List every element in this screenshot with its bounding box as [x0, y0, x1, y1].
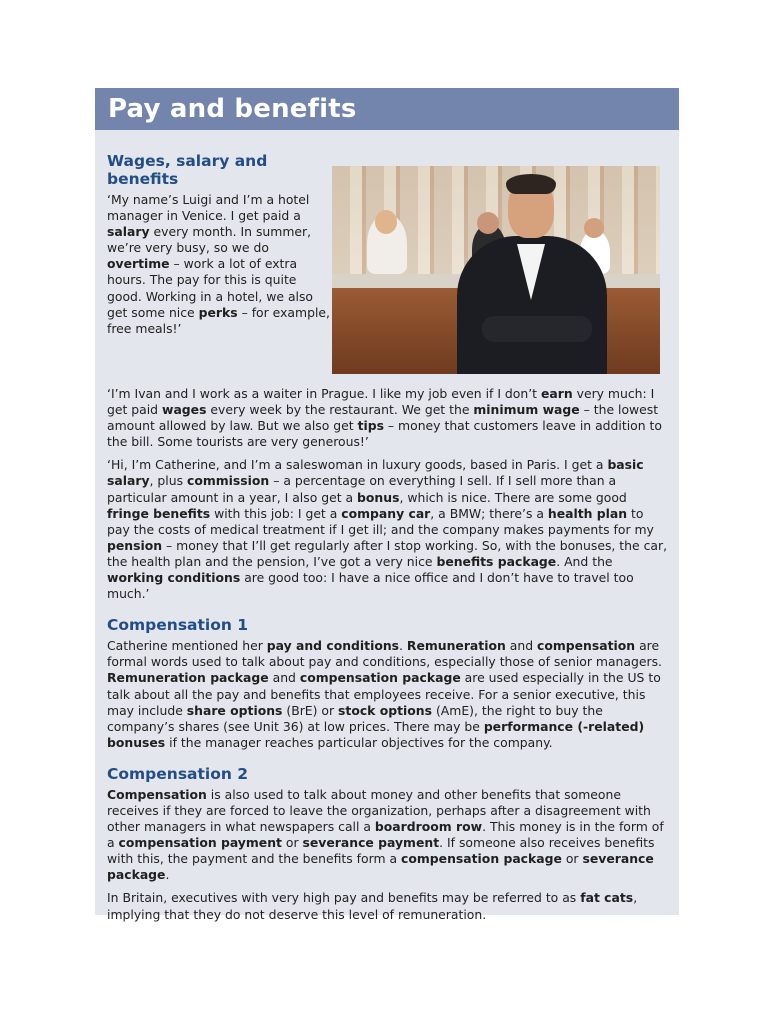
text-run: to pay the costs of medical treatment if I get ill; and the company makes payments for my — [107, 505, 654, 537]
text-run: ‘My name’s Luigi and I’m a hotel manager in Venice. I get paid a — [107, 192, 310, 224]
text-run: – money that I’ll get regularly after I stop working. So, with the bonuses, the car, the health plan and the pension, I’ve got a very nice — [107, 537, 668, 569]
paragraph-compensation-2b — [107, 890, 667, 922]
text-run: – for example, free meals!’ — [107, 304, 330, 336]
key-term: benefits package — [436, 553, 557, 569]
text-run: – a percentage on everything I sell. If I sell more than a particular amount in a year, I also get a — [107, 473, 617, 505]
key-term: salary — [107, 224, 150, 240]
photo-receptionist-3-head — [584, 218, 604, 238]
text-run: or — [561, 851, 583, 867]
key-term: health plan — [547, 505, 628, 521]
text-run: , plus — [149, 473, 187, 489]
text-run: are good too: I have a nice office and I don’t have to travel too much.’ — [107, 570, 634, 602]
text-run: Catherine mentioned her — [107, 638, 267, 654]
top-block — [107, 140, 667, 374]
content — [95, 130, 679, 923]
text-run: . If someone also receives benefits with this, the payment and the benefits form a — [107, 835, 655, 867]
text-run: every month. In summer, we’re very busy, so we do — [107, 224, 312, 256]
text-run: every week by the restaurant. We get the — [206, 402, 474, 418]
key-term: commission — [186, 473, 270, 489]
key-term: minimum wage — [473, 402, 580, 418]
key-term: compensation package — [299, 670, 461, 686]
photo-receptionist-2-head — [477, 212, 499, 234]
key-term: fringe benefits — [107, 505, 211, 521]
key-term: earn — [540, 386, 573, 401]
text-run: . And the — [556, 553, 613, 569]
text-run: , which is nice. There are some good — [399, 489, 627, 505]
paragraph-catherine — [107, 457, 667, 602]
key-term: wages — [162, 402, 207, 418]
paragraph-compensation-1 — [107, 638, 667, 751]
text-run: and — [505, 638, 538, 654]
text-run: is also used to talk about money and other benefits that someone receives if they are forced to leave the organization, perhaps after a disagreement with other managers in what newspapers call a — [107, 786, 651, 835]
text-run: ‘Hi, I’m Catherine, and I’m a saleswoman in luxury goods, based in Paris. I get a — [107, 457, 608, 473]
key-term: company car — [341, 505, 431, 521]
key-term: overtime — [107, 256, 170, 272]
key-term: stock options — [338, 702, 432, 718]
heading-compensation-1: Compensation 1 — [107, 616, 249, 635]
page-title: Pay and benefits — [95, 88, 679, 130]
text-run: with this job: I get a — [210, 505, 342, 521]
key-term: pay and conditions — [266, 638, 400, 654]
paragraph-luigi — [107, 192, 332, 337]
hotel-reception-photo — [332, 166, 660, 374]
key-term: basic salary — [107, 457, 644, 489]
key-term: severance package — [107, 851, 654, 883]
key-term: boardroom row — [374, 819, 483, 835]
key-term: Compensation — [107, 786, 207, 802]
compensation-2-body — [107, 787, 667, 923]
key-term: tips — [357, 418, 384, 434]
key-term: share options — [186, 702, 283, 718]
key-term: performance (-related) bonuses — [107, 718, 645, 750]
text-run: (BrE) or — [282, 702, 339, 718]
text-run: and — [268, 670, 300, 686]
text-run: if the manager reaches particular objectives for the company. — [165, 734, 553, 750]
key-term: severance payment — [302, 835, 440, 851]
heading-compensation-2: Compensation 2 — [107, 764, 249, 783]
key-term: working conditions — [107, 570, 241, 586]
text-run: are used especially in the US to talk about all the pay and benefits that employees receive. For a senior executive, this may include — [107, 670, 661, 718]
key-term: compensation — [537, 638, 636, 654]
compensation-1-body — [107, 638, 667, 751]
key-term: compensation payment — [118, 835, 282, 851]
photo-receptionist-1-head — [375, 210, 397, 234]
key-term: bonus — [357, 489, 400, 505]
text-run: are formal words used to talk about pay and conditions, especially those of senior managers. — [107, 638, 662, 670]
text-run: . — [399, 638, 407, 654]
text-run: (AmE), the right to buy the company’s shares (see Unit 36) at low prices. There may be — [107, 702, 603, 734]
key-term: Remuneration — [406, 638, 506, 654]
text-run: – money that customers leave in addition to the bill. Some tourists are very generous!’ — [107, 418, 662, 450]
key-term: Remuneration package — [107, 670, 269, 686]
text-run: In Britain, executives with very high pay and benefits may be referred to as — [107, 890, 581, 906]
photo-manager-hair — [506, 174, 556, 194]
key-term: pension — [107, 537, 163, 553]
key-term: perks — [198, 304, 238, 320]
key-term: compensation package — [401, 851, 562, 867]
text-run: ‘I’m Ivan and I work as a waiter in Prague. I like my job even if I don’t — [107, 386, 541, 401]
text-run: , implying that they do not deserve this level of remuneration. — [107, 890, 638, 922]
text-run: or — [281, 835, 303, 851]
top-left-column — [107, 140, 332, 374]
wages-continued — [107, 386, 667, 602]
text-run: , a BMW; there’s a — [430, 505, 548, 521]
paragraph-ivan — [107, 386, 667, 450]
text-run: – the lowest amount allowed by law. But we also get — [107, 402, 659, 434]
paragraph-compensation-2a — [107, 787, 667, 884]
text-run: . This money is in the form of a — [107, 819, 664, 851]
photo-manager-arms — [482, 316, 592, 342]
key-term: fat cats — [580, 890, 634, 906]
text-run: – work a lot of extra hours. The pay for this is quite good. Working in a hotel, we also get some nice — [107, 256, 314, 320]
heading-wages: Wages, salary and benefits — [107, 152, 268, 188]
page-panel — [95, 88, 679, 922]
text-run: very much: I get paid — [107, 386, 655, 418]
text-run: . — [165, 867, 170, 883]
